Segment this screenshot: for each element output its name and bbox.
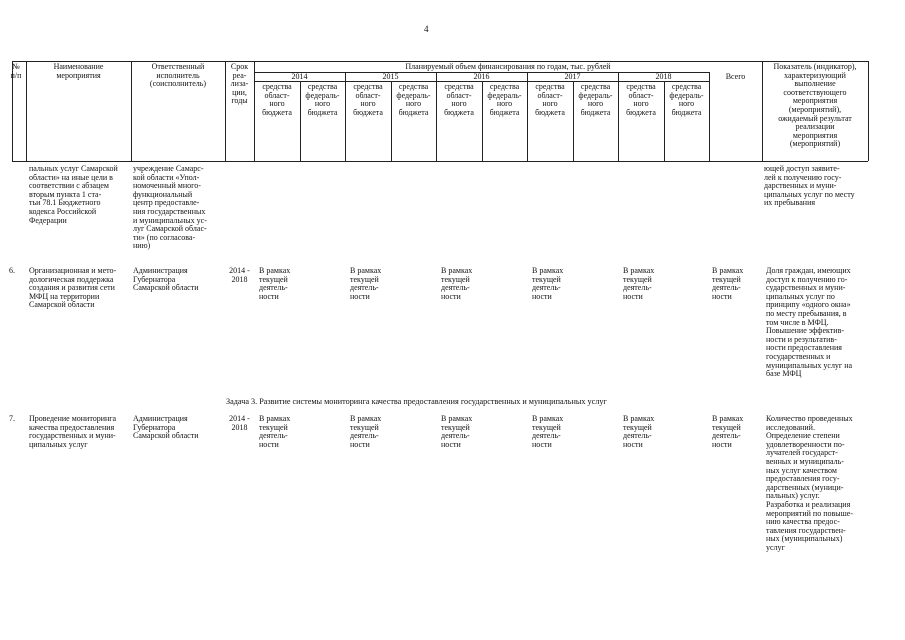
header-federal-2018: средства федераль- ного бюджета xyxy=(669,82,704,117)
row-indicator: Количество проведенных исследований. Определение степени удовлетворенности по- лучателей государст- венных и муниципаль- ных услуг качеством предоставления госу- дарственных (муници- пальных) услуг. Разработка и реализация мероприятий по повыше- нию качества предос- тавления государствен- ных (муниципальных) услуг xyxy=(766,414,854,552)
header-executor: Ответственный исполнитель (соисполнитель) xyxy=(149,62,207,89)
header-term: Срок реа- лиза- ции, годы xyxy=(230,62,249,106)
funding-2015: В рамках текущей деятель- ности xyxy=(350,414,382,449)
header-regional-2018: средства област- ного бюджета xyxy=(626,82,656,117)
header-federal-2014: средства федераль- ного бюджета xyxy=(305,82,340,117)
funding-2014: В рамках текущей деятель- ности xyxy=(259,414,291,449)
funding-2018: В рамках текущей деятель- ности xyxy=(623,266,655,301)
row-term: 2014 - 2018 xyxy=(229,266,250,284)
header-federal-2016: средства федераль- ного бюджета xyxy=(487,82,522,117)
header-regional-2015: средства област- ного бюджета xyxy=(353,82,383,117)
row-executor: Администрация Губернатора Самарской области xyxy=(133,266,199,293)
header-year-2014: 2014 xyxy=(291,72,308,81)
header-federal-2017: средства федераль- ного бюджета xyxy=(578,82,613,117)
continued-indicator: ющей доступ заявите- лей к получению госу- дарственных и муни- ципальных услуг по месту их пребывания xyxy=(764,164,855,208)
header-name: Наименование мероприятия xyxy=(53,62,104,80)
header-year-2016: 2016 xyxy=(473,72,490,81)
funding-2016: В рамках текущей деятель- ности xyxy=(441,414,473,449)
funding-2015: В рамках текущей деятель- ности xyxy=(350,266,382,301)
header-year-2015: 2015 xyxy=(382,72,399,81)
header-funding: Планируемый объем финансирования по годам, тыс. рублей xyxy=(405,62,611,71)
task-heading: Задача 3. Развитие системы мониторинга качества предоставления государственных и муниципальных услуг xyxy=(226,397,607,406)
row-indicator: Доля граждан, имеющих доступ к получению го- сударственных и муни- ципальных услуг по принципу «одного окна» по месту пребывания, в том числе в МФЦ. Повышение эффектив- ности и результатив- ности предоставления государственных и муниципальных услуг на базе МФЦ xyxy=(766,266,853,379)
header-year-2017: 2017 xyxy=(564,72,581,81)
continued-name: пальных услуг Самарской области» на иные цели в соответствии с абзацем вторым пункта 1 ста- тьи 78.1 Бюджетного кодекса Российской Федерации xyxy=(29,164,118,225)
funding-2018: В рамках текущей деятель- ности xyxy=(623,414,655,449)
page-number: 4 xyxy=(424,24,429,34)
header-total: Всего xyxy=(725,72,746,81)
row-name: Организационная и мето- дологическая поддержка создания и развития сети МФЦ на территории Самарской области xyxy=(29,266,117,310)
row-number: 7. xyxy=(9,414,15,423)
header-regional-2016: средства област- ного бюджета xyxy=(444,82,474,117)
row-name: Проведение мониторинга качества предоставления государственных и муни- ципальных услуг xyxy=(29,414,117,449)
funding-2017: В рамках текущей деятель- ности xyxy=(532,266,564,301)
row-number: 6. xyxy=(9,266,15,275)
row-total: В рамках текущей деятель- ности xyxy=(712,414,744,449)
header-regional-2014: средства област- ного бюджета xyxy=(262,82,292,117)
row-term: 2014 - 2018 xyxy=(229,414,250,432)
header-federal-2015: средства федераль- ного бюджета xyxy=(396,82,431,117)
header-number: № п/п xyxy=(10,62,22,80)
header-regional-2017: средства област- ного бюджета xyxy=(535,82,565,117)
header-indicator: Показатель (индикатор), характеризующий выполнение соответствующего мероприятия (мероприятий), ожидаемый результат реализации мероприятия (мероприятий) xyxy=(773,62,857,149)
header-year-2018: 2018 xyxy=(655,72,672,81)
funding-2017: В рамках текущей деятель- ности xyxy=(532,414,564,449)
continued-executor: учреждение Самарс- кой области «Упол- номоченный много- функциональный центр предоставле- ния государственных и муниципальных ус- луг Самарской облас- ти» (по согласова- нию) xyxy=(133,164,207,251)
funding-2016: В рамках текущей деятель- ности xyxy=(441,266,473,301)
row-total: В рамках текущей деятель- ности xyxy=(712,266,744,301)
funding-2014: В рамках текущей деятель- ности xyxy=(259,266,291,301)
row-executor: Администрация Губернатора Самарской области xyxy=(133,414,199,441)
